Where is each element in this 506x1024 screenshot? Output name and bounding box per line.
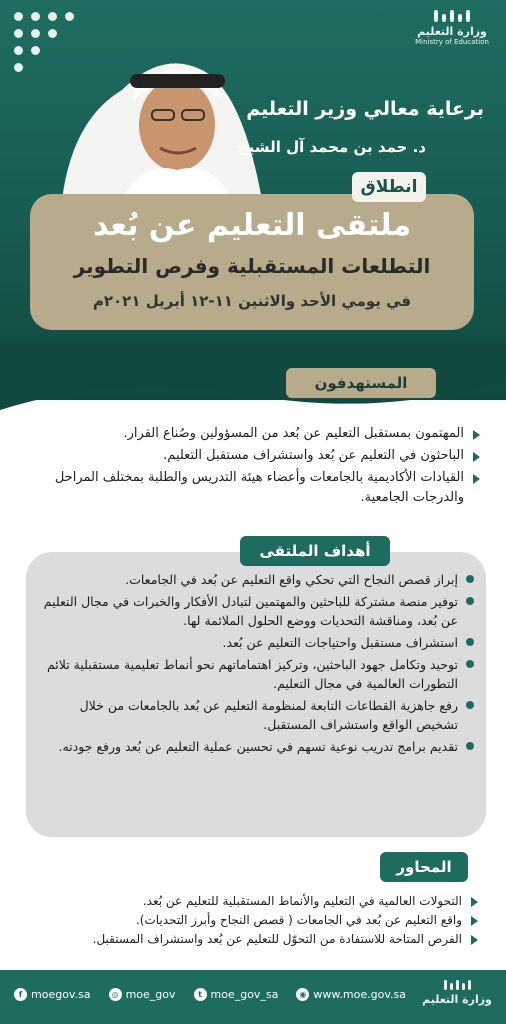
twitter-link[interactable]: t moe_gov_sa	[194, 988, 279, 1001]
globe-icon: ◉	[296, 988, 309, 1001]
list-item: إبراز قصص النجاح التي تحكي واقع التعليم عن بُعد في الجامعات.	[34, 570, 474, 589]
facebook-link[interactable]: f moegov.sa	[14, 988, 91, 1001]
triangle-bullet-icon	[471, 897, 478, 907]
logo-mark-icon	[422, 980, 492, 990]
event-date: في يومي الأحد والاثنين ١١-١٢ أبريل ٢٠٢١م	[92, 292, 412, 310]
twitter-icon: t	[194, 988, 207, 1001]
patron-line2: د. حمد بن محمد آل الشيخ	[237, 138, 426, 156]
list-item: تقديم برامج تدريب نوعية تسهم في تحسين عملية التعليم عن بُعد ورفع جودته.	[34, 737, 474, 756]
list-item: الباحثون في التعليم عن بُعد واستشراف مستقبل التعليم.	[12, 446, 482, 466]
ministry-logo	[412, 10, 492, 62]
list-item: التحولات العالمية في التعليم والأنماط المستقبلية للتعليم عن بُعد.	[10, 892, 480, 911]
goals-list	[34, 570, 474, 759]
circle-bullet-icon	[466, 660, 474, 668]
social-links	[14, 988, 406, 1001]
footer	[0, 970, 506, 1024]
launch-badge: انطلاق	[352, 172, 426, 202]
list-item: القيادات الأكاديمية بالجامعات وأعضاء هيئة التدريس والطلبة بمختلف المراحل والدرجات الجامعية.	[12, 468, 482, 508]
circle-bullet-icon	[466, 638, 474, 646]
patron-line1: برعاية معالي وزير التعليم	[246, 98, 484, 120]
circle-bullet-icon	[466, 575, 474, 583]
list-item: المهتمون بمستقبل التعليم عن بُعد من المسؤولين وصُناع القرار.	[12, 424, 482, 444]
circle-bullet-icon	[466, 701, 474, 709]
goals-heading: أهداف الملتقى	[240, 536, 390, 566]
list-item: واقع التعليم عن بُعد في الجامعات ( قصص النجاح وأبرز التحديات).	[10, 911, 480, 930]
event-subtitle: التطلعات المستقبلية وفرص التطوير	[73, 254, 431, 278]
circle-bullet-icon	[466, 597, 474, 605]
instagram-icon: ◎	[109, 988, 122, 1001]
list-item: توحيد وتكامل جهود الباحثين، وتركيز اهتماماتهم نحو أنماط تعليمية مستقبلية تلائم التطورات العالمية في مجال التعليم.	[34, 655, 474, 693]
circle-bullet-icon	[466, 742, 474, 750]
axes-heading: المحاور	[380, 852, 468, 882]
logo-mark-icon	[412, 10, 492, 22]
logo-arabic: وزارة التعليم	[417, 25, 487, 38]
list-item: استشراف مستقبل واحتياجات التعليم عن بُعد.	[34, 633, 474, 652]
triangle-bullet-icon	[471, 935, 478, 945]
triangle-bullet-icon	[473, 430, 480, 440]
event-title: ملتقى التعليم عن بُعد	[92, 208, 412, 243]
triangle-bullet-icon	[473, 474, 480, 484]
list-item: رفع جاهزية القطاعات التابعة لمنظومة التعليم عن بُعد بالجامعات من خلال تشخيص الواقع واستشراف المستقبل.	[34, 696, 474, 734]
title-box	[30, 194, 474, 330]
instagram-link[interactable]: ◎ moe_gov	[109, 988, 176, 1001]
audience-heading: المستهدفون	[286, 368, 436, 398]
website-link[interactable]: ◉ www.moe.gov.sa	[296, 988, 406, 1001]
list-item: الفرص المتاحة للاستفادة من التحوّل للتعليم عن بُعد واستشراف المستقبل.	[10, 930, 480, 949]
triangle-bullet-icon	[471, 916, 478, 926]
footer-logo: وزارة التعليم	[422, 980, 492, 1006]
facebook-icon: f	[14, 988, 27, 1001]
axes-list	[10, 892, 480, 949]
list-item: توفير منصة مشتركة للباحثين والمهتمين لتبادل الأفكار والخبرات في مجال التعليم عن بُعد، ومناقشة التحديات ووضع الحلول الملائمة لها.	[34, 592, 474, 630]
triangle-bullet-icon	[473, 452, 480, 462]
audience-list	[12, 424, 482, 510]
logo-english: Ministry of Education	[415, 38, 489, 46]
minister-portrait	[52, 30, 272, 200]
